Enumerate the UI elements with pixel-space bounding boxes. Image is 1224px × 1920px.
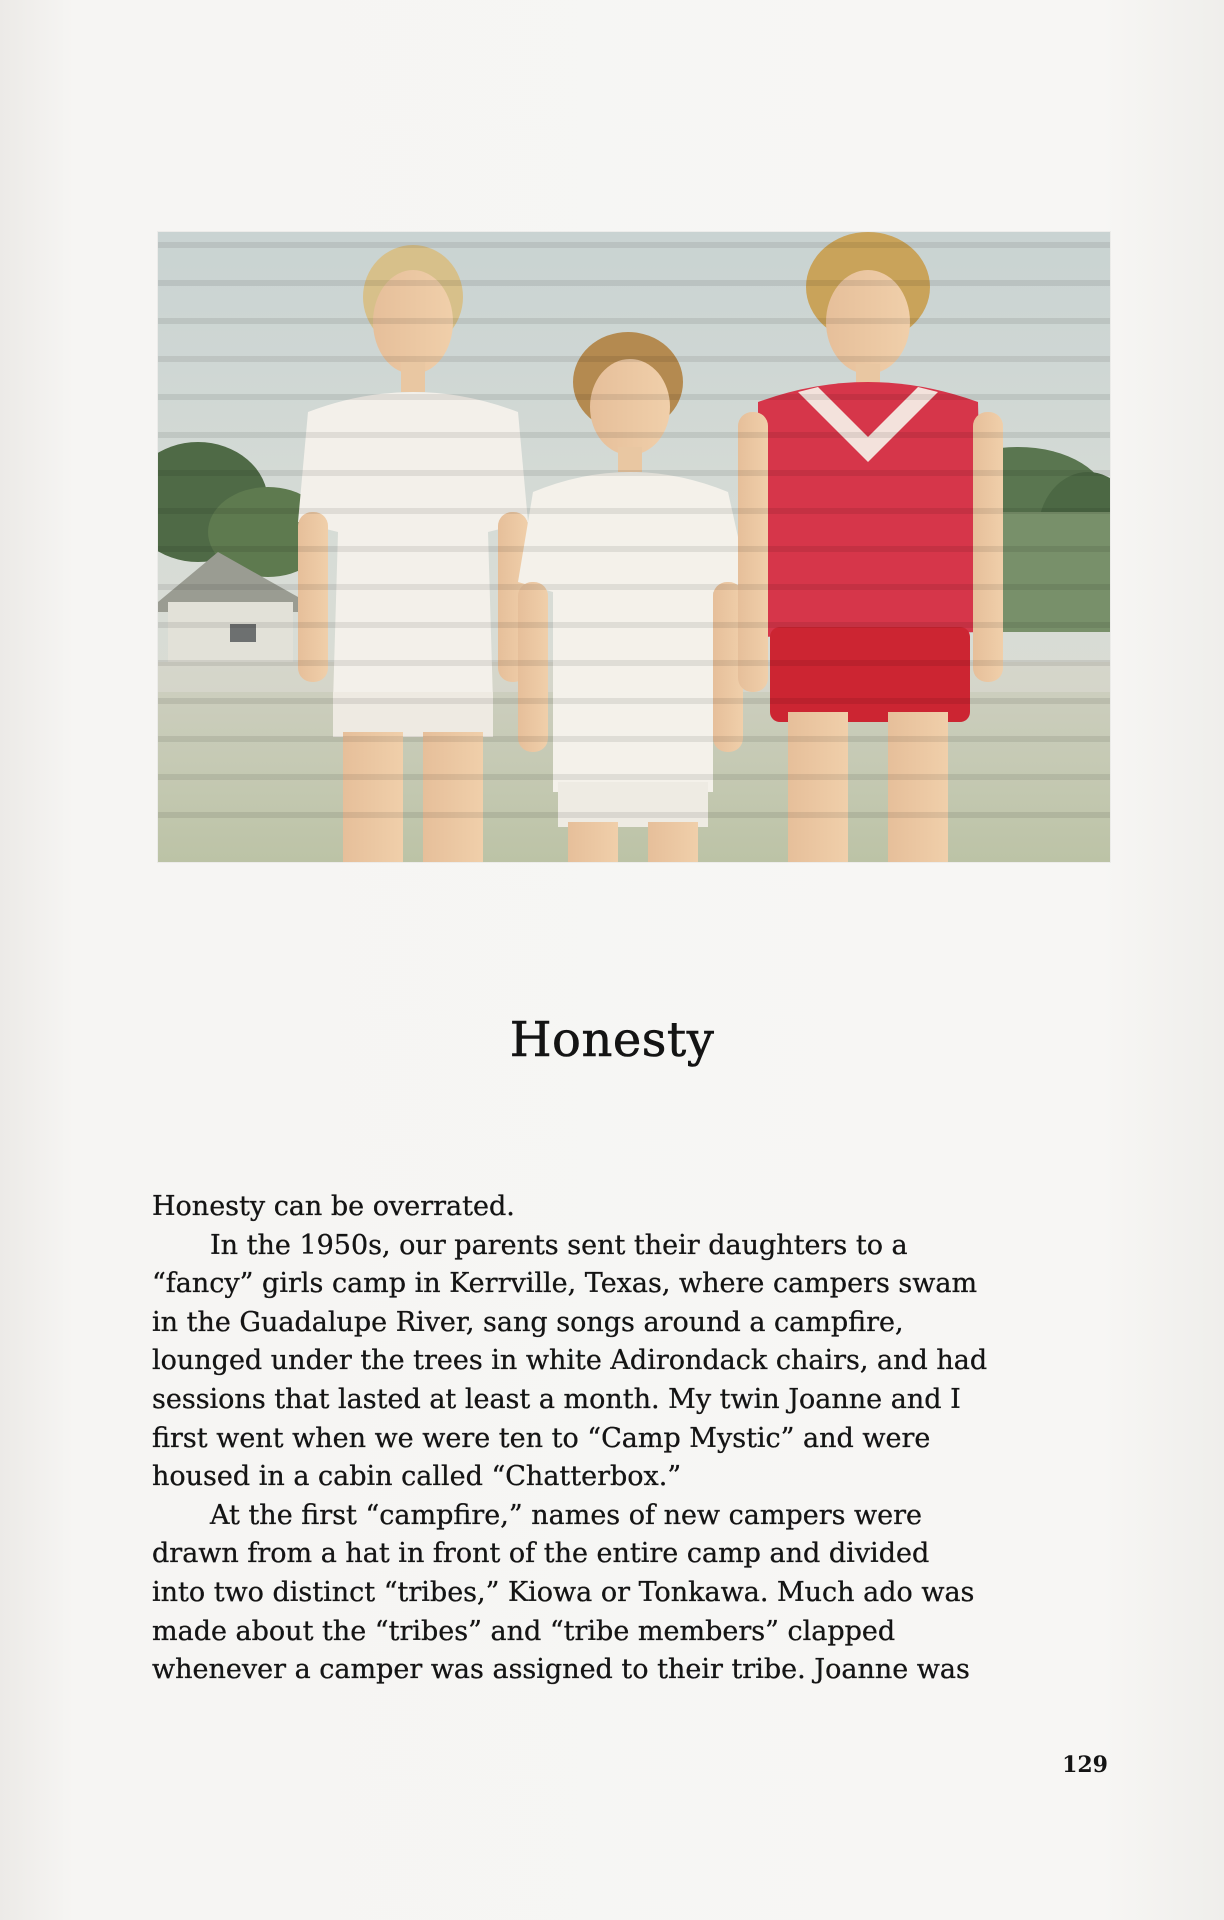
body-line: whenever a camper was assigned to their tribe. Joanne was <box>152 1654 970 1686</box>
body-line: in the Guadalupe River, sang songs around a campfire, <box>152 1306 904 1338</box>
body-line: Honesty can be overrated. <box>152 1191 515 1222</box>
body-line: At the first “campfire,” names of new campers were <box>210 1499 923 1531</box>
body-line: into two distinct “tribes,” Kiowa or Tonkawa. Much ado was <box>152 1576 975 1608</box>
body-line: sessions that lasted at least a month. My twin Joanne and I <box>152 1383 961 1415</box>
page-number: 129 <box>1062 1752 1108 1778</box>
body-line: first went when we were ten to “Camp Mystic” and were <box>152 1422 931 1454</box>
photo-three-girls <box>158 232 1110 862</box>
body-line: drawn from a hat in front of the entire camp and divided <box>152 1538 930 1570</box>
body-text <box>152 1188 1112 1690</box>
body-line: lounged under the trees in white Adirondack chairs, and had <box>152 1345 988 1377</box>
body-line: housed in a cabin called “Chatterbox.” <box>152 1461 682 1493</box>
body-line: In the 1950s, our parents sent their daughters to a <box>210 1229 908 1261</box>
body-line: “fancy” girls camp in Kerrville, Texas, where campers swam <box>152 1268 978 1300</box>
body-line: made about the “tribes” and “tribe members” clapped <box>152 1615 896 1647</box>
chapter-title: Honesty <box>509 1012 715 1068</box>
